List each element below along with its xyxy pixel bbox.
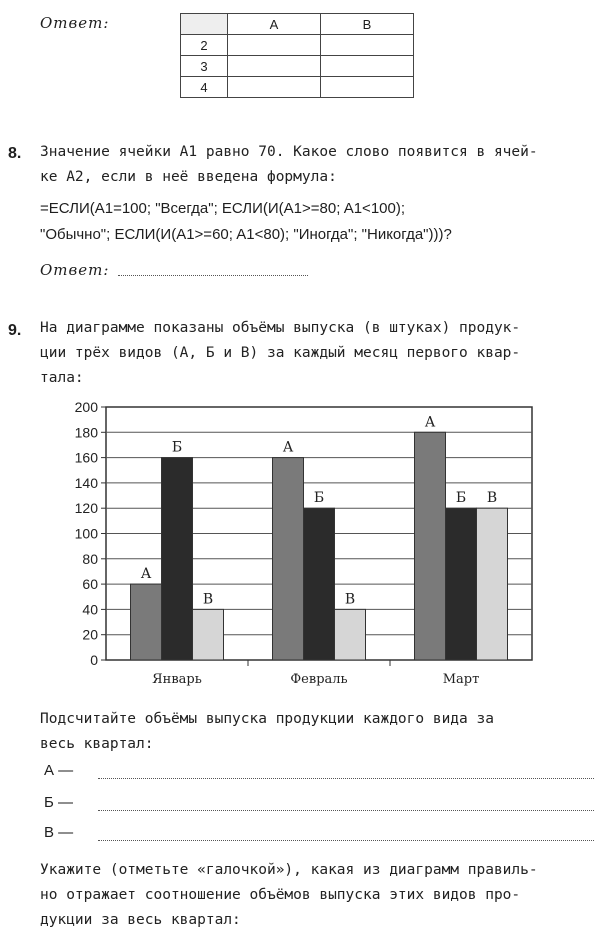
answer-label-q7: Ответ:	[40, 14, 110, 32]
bar-В	[193, 609, 224, 660]
y-tick-label: 80	[82, 550, 98, 567]
question-9-line: На диаграмме показаны объёмы выпуска (в штуках) продук-	[40, 320, 521, 336]
answer-cell[interactable]	[321, 35, 414, 56]
y-tick-label: 100	[74, 525, 98, 542]
question-9-subtask	[40, 707, 595, 757]
letter-a-label: А —	[44, 762, 74, 779]
question-8-line: ке A2, если в неё введена формула:	[40, 169, 337, 185]
y-tick-label: 60	[82, 576, 98, 593]
question-9-text	[40, 316, 595, 391]
table-header-cell	[181, 14, 228, 35]
table-header-cell: A	[228, 14, 321, 35]
y-tick-label: 40	[82, 601, 98, 618]
question-9-line: ции трёх видов (А, Б и В) за каждый месяц первого квар-	[40, 345, 521, 361]
bar-label: А	[282, 439, 294, 456]
bar-label: В	[202, 591, 214, 608]
bar-А	[273, 458, 304, 660]
instruction-line: но отражает соотношение объёмов выпуска этих видов про-	[40, 887, 521, 903]
table-row	[181, 77, 414, 98]
bar-В	[477, 508, 508, 660]
formula	[40, 196, 600, 248]
answer-line-b[interactable]	[98, 810, 594, 811]
subtask-line: весь квартал:	[40, 736, 154, 752]
instruction-line: дукции за весь квартал:	[40, 912, 241, 928]
formula-line: =ЕСЛИ(A1=100; "Всегда"; ЕСЛИ(И(A1>=80; A1<100);	[40, 200, 406, 217]
bar-label: Б	[455, 490, 467, 507]
answer-line-v[interactable]	[98, 840, 594, 841]
answer-cell[interactable]	[321, 56, 414, 77]
bar-label: В	[344, 591, 356, 608]
bar-label: Б	[313, 490, 325, 507]
instruction-line: Укажите (отметьте «галочкой»), какая из диаграмм правиль-	[40, 862, 538, 878]
bar-label: А	[424, 414, 436, 431]
subtask-line: Подсчитайте объёмы выпуска продукции каждого вида за	[40, 711, 494, 727]
bar-Б	[162, 458, 193, 660]
letter-b-label: Б —	[44, 794, 74, 811]
answer-cell[interactable]	[321, 77, 414, 98]
x-category-label: Февраль	[290, 672, 348, 687]
table-row	[181, 35, 414, 56]
x-category-label: Январь	[152, 672, 202, 687]
bar-chart	[0, 390, 602, 695]
question-8-text	[40, 140, 595, 190]
question-number-8: 8.	[8, 145, 22, 162]
answer-label-q8: Ответ:	[40, 261, 110, 279]
bar-label: В	[486, 490, 498, 507]
answer-table	[180, 13, 414, 98]
y-tick-label: 160	[74, 449, 98, 466]
answer-cell[interactable]	[228, 77, 321, 98]
bar-В	[335, 609, 366, 660]
answer-line-q8[interactable]	[118, 275, 308, 276]
bar-label: Б	[171, 439, 183, 456]
bar-label: А	[140, 566, 152, 583]
y-tick-label: 180	[74, 424, 98, 441]
y-tick-label: 120	[74, 500, 98, 517]
formula-line: "Обычно"; ЕСЛИ(И(A1>=60; A1<80); "Иногда"; "Никогда")))?	[40, 226, 452, 243]
question-9-line: тала:	[40, 370, 84, 386]
bar-Б	[446, 508, 477, 660]
letter-v-label: В —	[44, 824, 74, 841]
answer-cell[interactable]	[228, 35, 321, 56]
question-9-instruction	[40, 858, 600, 933]
y-tick-label: 140	[74, 474, 98, 491]
answer-cell[interactable]	[228, 56, 321, 77]
row-label: 2	[181, 35, 228, 56]
question-8-line: Значение ячейки A1 равно 70. Какое слово появится в ячей-	[40, 144, 538, 160]
table-header-row	[181, 14, 414, 35]
bar-Б	[304, 508, 335, 660]
y-tick-label: 200	[74, 399, 98, 415]
row-label: 3	[181, 56, 228, 77]
table-header-cell: B	[321, 14, 414, 35]
y-tick-label: 20	[82, 626, 98, 643]
row-label: 4	[181, 77, 228, 98]
bar-А	[131, 584, 162, 660]
bar-А	[415, 432, 446, 660]
answer-line-a[interactable]	[98, 778, 594, 779]
y-tick-label: 0	[90, 652, 98, 668]
x-category-label: Март	[442, 672, 480, 687]
question-number-9: 9.	[8, 322, 22, 339]
table-row	[181, 56, 414, 77]
